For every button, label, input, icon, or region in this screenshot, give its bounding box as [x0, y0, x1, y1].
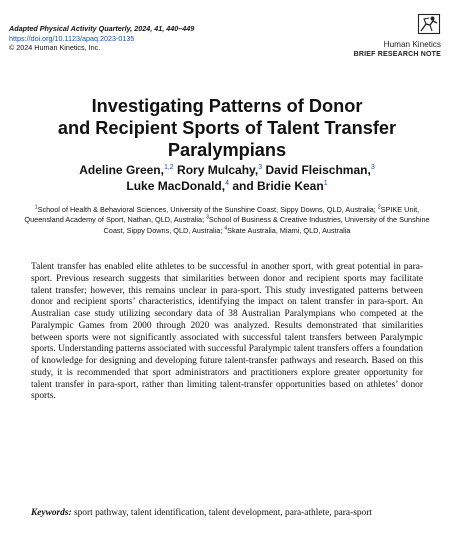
title-line: Investigating Patterns of Donor — [91, 96, 363, 116]
author-affiliation-mark[interactable]: 3 — [370, 164, 375, 171]
author-name: and Bridie Kean — [232, 178, 324, 193]
affiliation-mark: 4 — [224, 225, 228, 232]
affiliation-mark: 1 — [34, 204, 38, 211]
author-affiliation-mark[interactable]: 1,2 — [163, 164, 174, 171]
journal-header — [9, 24, 194, 53]
affiliation: School of Health & Behavioral Sciences, University of the Sunshine Coast, Sippy Downs, QLD, Australia; — [37, 205, 376, 214]
paper-title — [20, 95, 434, 161]
author-affiliation-mark[interactable]: 4 — [225, 179, 229, 187]
publisher-name: Human Kinetics — [383, 40, 441, 49]
author-name: David Fleischman, — [265, 163, 371, 177]
title-line: Paralympians — [167, 140, 287, 160]
title-line: and Recipient Sports of Talent Transfer — [57, 118, 397, 138]
keywords-list: sport pathway, talent identification, talent development, para-athlete, para-sport — [71, 508, 372, 518]
doi-link[interactable]: https://doi.org/10.1123/apaq.2023-0135 — [9, 33, 135, 43]
keywords-label: Keywords: — [31, 508, 72, 518]
affiliation-mark: 2 — [377, 204, 381, 211]
keywords — [31, 508, 423, 520]
publisher-block — [281, 13, 441, 59]
author-list — [20, 163, 434, 194]
author-name: Rory Mulcahy, — [177, 163, 259, 177]
article-type: BRIEF RESEARCH NOTE — [353, 51, 441, 58]
affiliation-mark: 3 — [206, 214, 209, 221]
abstract-text: Talent transfer has enabled elite athletes to be successful in another sport, with great potential in para-sport. Previous research suggests that similarities between donor and recipient sports may facilitate talent transfer; however, this remains unclear in para-sport. This study investigated patterns between donor and recipient sports’ characteristics, identifying the impact on talent transfer in para-sport. An Australian case study utilizing secondary data of 38 Australian Paralympians who competed at the Paralympic Games from 2000 through 2020 was analyzed. Results demonstrated that similarities between sports were not significantly associated with successful talent transfers between Paralympic sports. Understanding patterns associated with successful Paralympic talent transfers offers a foundation of knowledge for designing and developing future talent-transfer pathways and research. Based on this study, it is recommended that sport administrators and practitioners explore greater opportunity for talent transfer in para-sport, rather than limiting talent-transfer opportunities based on athletes’ donor sports. — [31, 262, 423, 402]
journal-citation: Adapted Physical Activity Quarterly, 2024, 41, 440–449 — [9, 24, 195, 33]
affiliation: SPIKE Unit, Queensland Academy of Sport, Nathan, QLD, Australia; — [24, 205, 420, 225]
author-affiliation-mark[interactable]: 3 — [258, 164, 263, 171]
author-name: Adeline Green, — [79, 163, 164, 177]
author-name: Luke MacDonald, — [126, 178, 226, 193]
human-kinetics-logo-icon — [417, 13, 441, 35]
copyright-notice: © 2024 Human Kinetics, Inc. — [9, 43, 101, 53]
affiliation: School of Business & Creative Industries, University of the Sunshine Coast, Sippy Downs, QLD, Australia; — [103, 215, 430, 235]
author-affiliation-mark[interactable]: 1 — [323, 179, 328, 187]
affiliation: Skate Australia, Miami, QLD, Australia — [227, 225, 351, 235]
affiliations — [20, 205, 434, 236]
